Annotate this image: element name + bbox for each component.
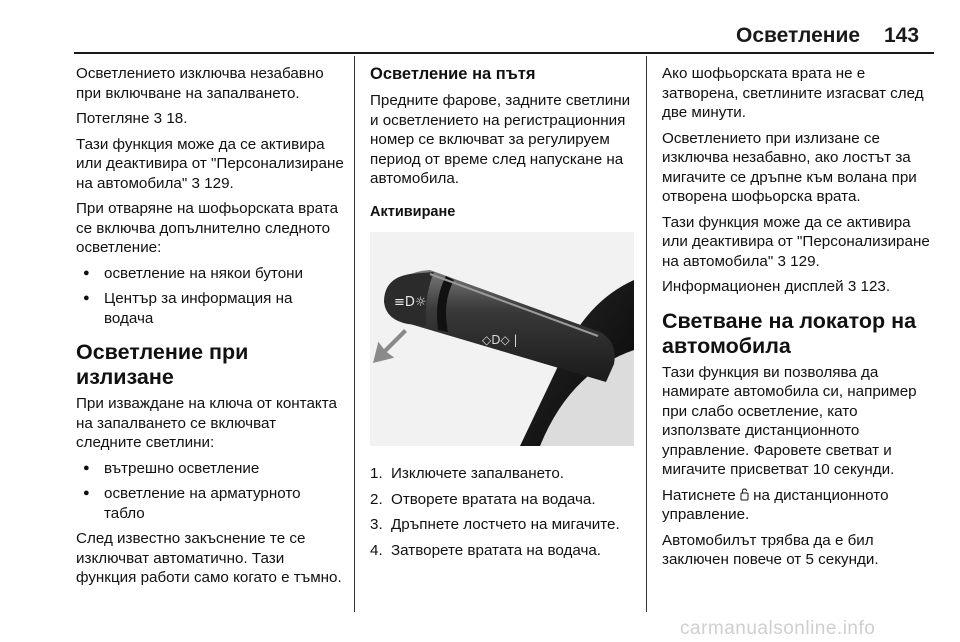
paragraph: Предните фарове, задните светлини и осветлението на регистрационния номер се включват за регулируем период от време след напускане на автомобила. xyxy=(370,92,631,187)
lever-drawing xyxy=(370,232,634,446)
page-ref-link[interactable]: 18. xyxy=(166,110,188,127)
paragraph: Ако шофьорската врата не е затворена, светлините изгасват след две минути. xyxy=(662,65,924,121)
page-number: 143 xyxy=(884,24,920,47)
watermark: carmanualsonline.info xyxy=(680,618,876,639)
paragraph: Автомобилът трябва да е бил заключен повече от 5 секунди. xyxy=(662,531,879,568)
page-ref-link[interactable]: 129. xyxy=(204,174,234,192)
svg-text:◇D◇ |: ◇D◇ | xyxy=(482,333,518,347)
list-item: ● осветление на арматурното табло xyxy=(76,484,344,523)
paragraph-with-ref: Потегляне 3 18. xyxy=(76,110,188,127)
steps-list xyxy=(370,464,634,560)
subheading: Активиране xyxy=(370,203,456,220)
page-ref-icon: 3 xyxy=(847,278,857,295)
list-item: ● Център за информация на водача xyxy=(76,289,344,328)
header-rule xyxy=(74,52,934,54)
list-item: ● вътрешно осветление xyxy=(76,459,344,479)
paragraph: Осветлението изключва незабавно при включване на запалването. xyxy=(76,65,324,102)
section-heading: Светване на локатор на автомобила xyxy=(662,308,917,358)
paragraph-with-ref: Тази функция може да се активира или деактивира от "Персонализиране на автомобила" 3 129. xyxy=(76,135,344,192)
paragraph: При изваждане на ключа от контакта на запалването се включват следните светлини: xyxy=(76,395,337,451)
paragraph: След известно закъснение те се изключват автоматично. Тази функция работи само когато е тъмно. xyxy=(76,530,342,586)
bullet-list xyxy=(76,264,344,329)
page-header xyxy=(0,0,960,56)
column-3 xyxy=(662,64,934,576)
paragraph: При отваряне на шофьорската врата се включва допълнително следното осветление: xyxy=(76,200,339,256)
list-item: 3. Дръпнете лостчето на мигачите. xyxy=(370,516,620,533)
list-item: ● осветление на някои бутони xyxy=(76,264,344,284)
section-heading: Осветление при излизане xyxy=(76,340,249,389)
column-1 xyxy=(76,64,344,594)
page-ref-icon: 3 xyxy=(153,110,163,127)
turn-signal-lever-illustration xyxy=(370,232,634,446)
svg-text:≡D☼: ≡D☼ xyxy=(394,295,427,310)
paragraph-with-ref: Тази функция може да се активира или деактивира от "Персонализиране на автомобила" 3 129. xyxy=(662,213,930,270)
list-item: 1. Изключете запалването. xyxy=(370,465,564,482)
unlock-button-icon xyxy=(740,487,753,504)
paragraph: Тази функция ви позволява да намирате автомобила си, например при слабо осветление, като използвате дистанционното управление. Фаровете светват и мигачите присветват 10 секунди. xyxy=(662,363,917,478)
column-divider-1 xyxy=(354,56,355,612)
page-ref-link[interactable]: 129. xyxy=(790,252,820,270)
list-item: 4. Затворете вратата на водача. xyxy=(370,541,602,559)
page-ref-icon: 3 xyxy=(777,252,786,270)
page-ref-link[interactable]: 123. xyxy=(860,278,891,295)
column-divider-2 xyxy=(646,56,647,612)
column-2 xyxy=(370,64,634,566)
section-heading: Осветление на пътя xyxy=(370,65,536,83)
page-ref-icon: 3 xyxy=(191,174,200,192)
bullet-list xyxy=(76,459,344,524)
paragraph: Осветлението при излизане се изключва незабавно, ако лостът за мигачите се дръпне към волана при отворена шофьорска врата. xyxy=(662,129,917,205)
paragraph-with-ref: Информационен дисплей 3 123. xyxy=(662,278,891,295)
list-item: 2. Отворете вратата на водача. xyxy=(370,490,596,508)
paragraph-with-icon: Натиснете на дистанционното управление. xyxy=(662,486,889,523)
page-title: Осветление xyxy=(736,24,861,47)
